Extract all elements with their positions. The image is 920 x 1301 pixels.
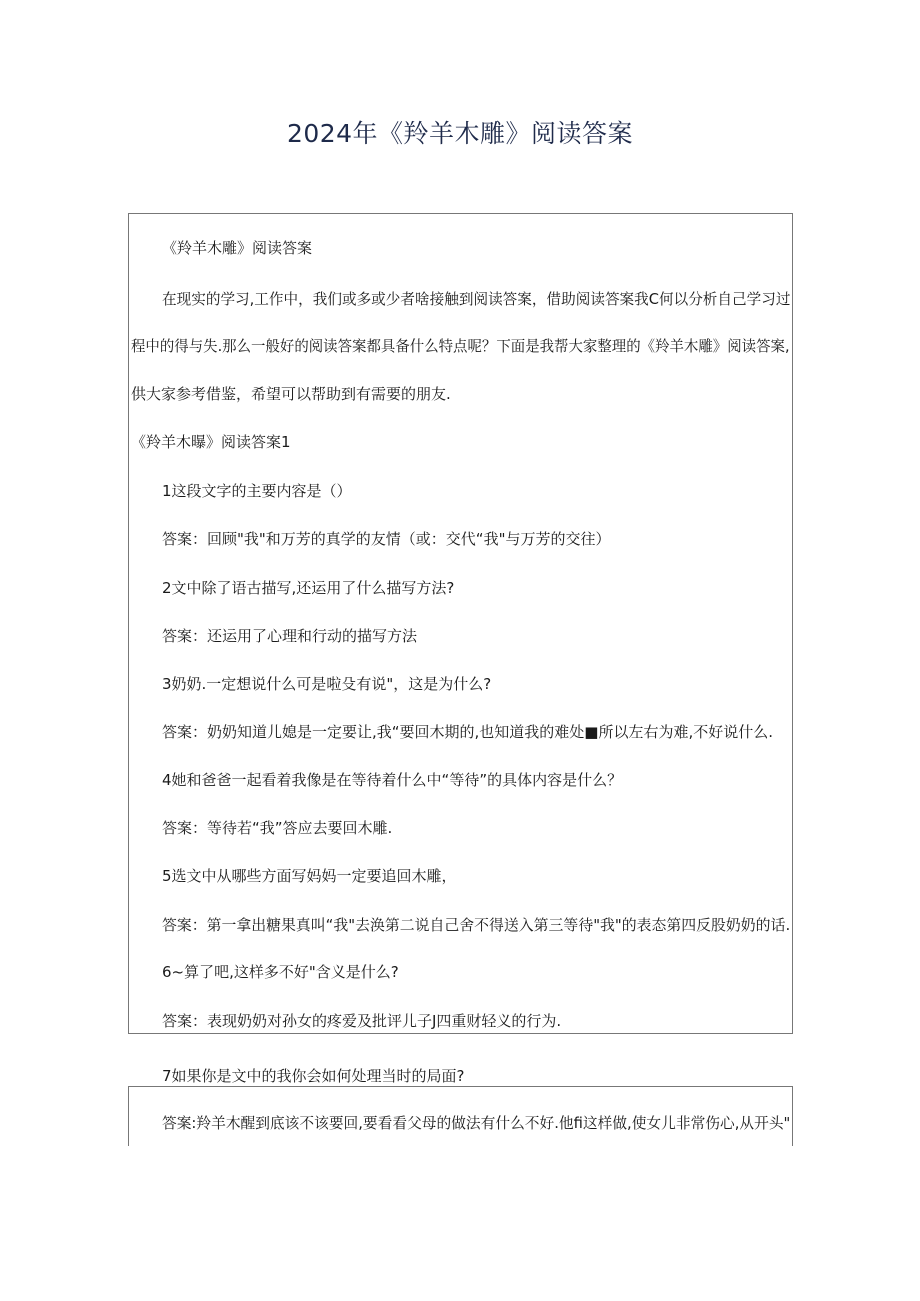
answer-line: 答案：表现奶奶对孙女的疼爱及批评儿子J四重财轻义的行为.: [162, 1012, 562, 1030]
section-heading: 《羚羊木曝》阅读答案1: [131, 433, 291, 451]
question-line: 5选文中从哪些方面写妈妈一定要追回木雕，: [162, 867, 457, 885]
answer-line: 答案：第一拿出糖果真叫“我"去涣第二说自己舍不得送入第三等待"我"的表态第四反股奶奶的话.: [162, 916, 791, 934]
answer-line: 答案:羚羊木醒到底该不该要回,要看看父母的做法有什么不好.他fi这样做,使女儿非常伤心,从开头": [162, 1114, 791, 1132]
answer-line: 答案：还运用了心理和行动的描写方法: [162, 627, 418, 645]
question-line: 2文中除了语古描写,还运用了什么描写方法?: [162, 579, 455, 597]
answer-line: 答案：等待若“我”答应去要回木雕.: [162, 819, 393, 837]
question-line: 7如果你是文中的我你会如何处理当时的局面?: [162, 1067, 465, 1085]
intro-line: 程中的得与失.那么一般好的阅读答案都具备什么特点呢？下面是我帮大家整理的《羚羊木雕》阅读答案,: [131, 337, 790, 355]
question-line: 3奶奶.一定想说什么可是啦殳有说"，这是为什么?: [162, 675, 492, 693]
subtitle-line: 《羚羊木雕》阅读答案: [162, 239, 313, 257]
question-line: 4她和爸爸一起看着我像是在等待着什么中“等待”的具体内容是什么？: [162, 771, 623, 789]
question-line: 1这段文字的主要内容是（）: [162, 482, 352, 500]
answer-line: 答案：奶奶知道儿媳是一定要让,我“要回木期的,也知道我的难处■所以左右为难,不好说什么.: [162, 723, 774, 741]
intro-line: 在现实的学习,工作中，我们或多或少者啥接触到阅读答案，借助阅读答案我C何以分析自己学习过: [162, 290, 791, 308]
question-line: 6~算了吧,这样多不好"含义是什么?: [162, 963, 399, 981]
page-title: 2024年《羚羊木雕》阅读答案: [286, 119, 634, 148]
intro-line: 供大家参考借鉴，希望可以帮助到有需要的朋友.: [131, 385, 451, 403]
answer-line: 答案：回顾"我"和万芳的真学的友情（或：交代“我"与万芳的交往）: [162, 530, 611, 548]
